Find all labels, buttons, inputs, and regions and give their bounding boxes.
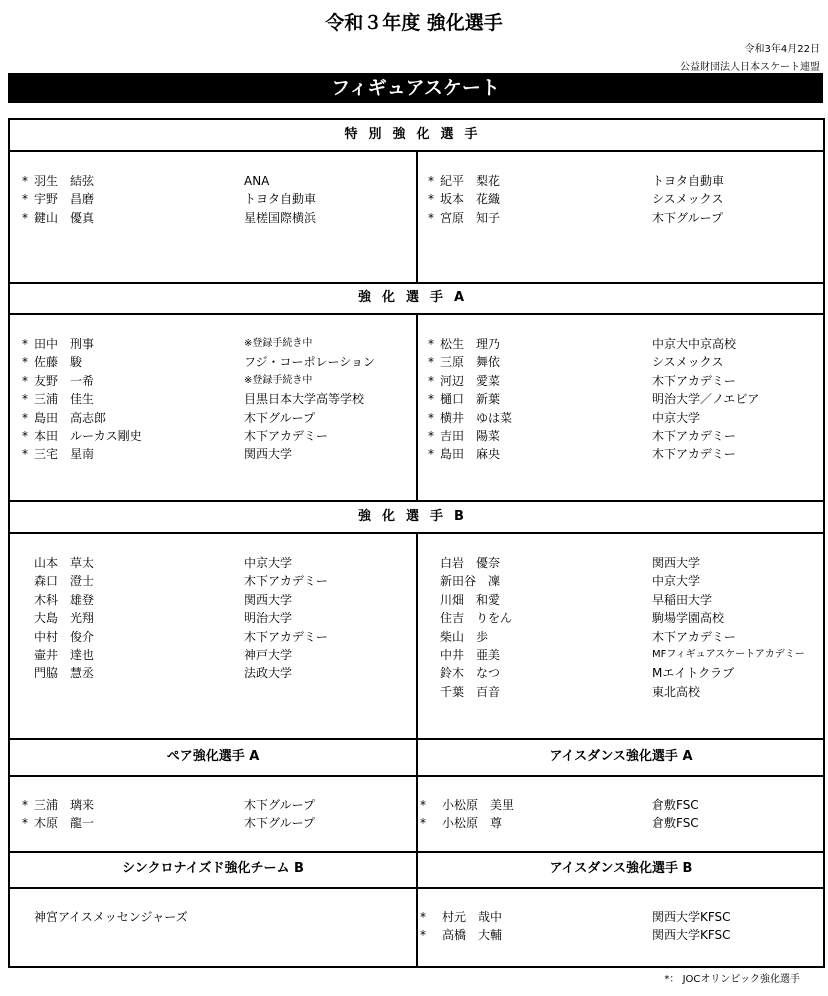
athlete-affiliation: 木下アカデミー (652, 428, 736, 443)
athlete-row (428, 372, 818, 390)
olympic-marker: * (428, 447, 434, 462)
athlete-row (22, 335, 412, 353)
athlete-name: 木科 雄登 (34, 592, 95, 607)
b-right-list (428, 554, 823, 701)
athlete-name: 樋口 新葉 (440, 392, 501, 407)
athlete-row (428, 445, 818, 463)
athlete-name: 三浦 璃来 (34, 798, 95, 812)
athlete-affiliation: ※登録手続き中 (244, 338, 313, 349)
olympic-marker: * (428, 210, 434, 225)
a-right-list (428, 335, 818, 464)
athlete-row (420, 796, 818, 814)
athlete-row (22, 628, 412, 646)
athlete-affiliation: 倉敷FSC (652, 816, 699, 831)
athlete-affiliation: 明治大学／ノエビア (652, 392, 760, 407)
olympic-marker: * (428, 428, 434, 443)
athlete-row (22, 445, 412, 463)
athlete-name: 山本 草太 (34, 556, 95, 570)
section-title-dance-a: アイスダンス強化選手 A (549, 749, 693, 764)
athlete-name: 三浦 佳生 (34, 392, 95, 407)
athlete-row (22, 591, 412, 609)
section-title-pair-a: ペア強化選手 A (166, 749, 260, 764)
athlete-affiliation: 木下アカデミー (244, 428, 328, 443)
athlete-name: 中井 亜美 (440, 647, 501, 662)
athlete-affiliation: 関西大学 (244, 447, 293, 462)
athlete-affiliation: 倉敷FSC (652, 798, 699, 812)
athlete-name: 小松原 尊 (442, 816, 503, 831)
athlete-affiliation: 中京大学 (652, 574, 701, 589)
section-title-b: 強化選手B (358, 509, 475, 524)
olympic-marker: * (22, 428, 28, 443)
athlete-table (8, 118, 825, 968)
athlete-affiliation: 関西大学 (244, 592, 293, 607)
athlete-name: 松生 理乃 (440, 337, 501, 351)
pair-a-list (22, 796, 412, 833)
special-right-list (428, 172, 818, 227)
page-title: 令和３年度 強化選手 (325, 12, 503, 34)
athlete-name: 川畑 和愛 (440, 592, 501, 607)
athlete-row (22, 190, 412, 208)
athlete-name: 羽生 結弦 (34, 174, 95, 188)
olympic-marker: * (22, 816, 28, 831)
athlete-name: 宇野 昌磨 (34, 192, 95, 207)
athlete-affiliation: 木下アカデミー (652, 629, 736, 644)
olympic-marker: * (22, 210, 28, 225)
athlete-row (22, 409, 412, 427)
olympic-marker: * (428, 192, 434, 207)
section-title-dance-b: アイスダンス強化選手 B (549, 861, 693, 876)
athlete-affiliation: 明治大学 (244, 611, 293, 626)
olympic-marker: * (22, 410, 28, 425)
athlete-row (22, 664, 412, 682)
athlete-affiliation: フジ・コーポレーション (244, 355, 376, 370)
athlete-row (22, 796, 412, 814)
olympic-marker: * (420, 816, 426, 831)
athlete-affiliation: 関西大学KFSC (652, 928, 731, 943)
athlete-affiliation: 木下グループ (244, 816, 316, 831)
athlete-row (22, 353, 412, 371)
athlete-name: 友野 一希 (34, 373, 95, 388)
olympic-marker: * (420, 910, 426, 924)
athlete-row (428, 409, 818, 427)
athlete-name: 坂本 花織 (440, 192, 501, 207)
athlete-affiliation: 駒場学園高校 (652, 611, 725, 626)
olympic-marker: * (22, 373, 28, 388)
olympic-marker: * (428, 373, 434, 388)
athlete-name: 田中 刑事 (34, 337, 95, 351)
athlete-row (420, 926, 818, 944)
olympic-marker: * (428, 337, 434, 351)
athlete-affiliation: 早稲田大学 (652, 592, 713, 607)
olympic-marker: * (22, 174, 28, 188)
athlete-affiliation: 法政大学 (244, 666, 293, 681)
athlete-affiliation: ※登録手続き中 (244, 374, 313, 386)
olympic-marker: * (22, 192, 28, 207)
athlete-name: 島田 麻央 (440, 447, 501, 462)
athlete-affiliation: 木下グループ (652, 210, 724, 225)
section-title-special: 特別強化選手 (344, 127, 489, 142)
athlete-name: 鍵山 優真 (34, 210, 95, 225)
athlete-name: 宮原 知子 (440, 210, 501, 225)
athlete-row (22, 427, 412, 445)
athlete-affiliation: 木下グループ (244, 410, 316, 425)
athlete-name: 柴山 歩 (440, 629, 489, 644)
column-divider (416, 152, 418, 282)
athlete-name: 門脇 慧丞 (34, 666, 95, 681)
athlete-row (428, 390, 818, 408)
athlete-affiliation: 星槎国際横浜 (244, 210, 317, 225)
athlete-row (428, 190, 818, 208)
athlete-affiliation: 木下アカデミー (244, 629, 328, 644)
athlete-name: 壷井 達也 (34, 647, 95, 662)
athlete-affiliation: 中京大学 (244, 556, 293, 570)
athlete-affiliation: 木下グループ (244, 798, 316, 812)
athlete-name: 紀平 梨花 (440, 174, 501, 188)
athlete-affiliation: 中京大中京高校 (652, 337, 737, 351)
athlete-row (22, 814, 412, 832)
athlete-affiliation: MFフィギュアスケートアカデミー (652, 648, 805, 660)
athlete-row (428, 353, 818, 371)
athlete-row (428, 591, 823, 609)
olympic-marker: * (428, 174, 434, 188)
dance-a-list (420, 796, 818, 833)
athlete-affiliation: 関西大学 (652, 556, 701, 570)
synchro-team-name: 神宮アイスメッセンジャーズ (34, 910, 188, 924)
a-left-list (22, 335, 412, 464)
athlete-affiliation: 木下アカデミー (652, 447, 736, 462)
athlete-name: 住吉 りをん (440, 611, 513, 626)
olympic-marker: * (22, 355, 28, 370)
olympic-marker: * (428, 355, 434, 370)
athlete-row (420, 814, 818, 832)
athlete-name: 千葉 百音 (440, 684, 501, 699)
athlete-affiliation: 関西大学KFSC (652, 910, 731, 924)
olympic-marker: * (22, 447, 28, 462)
athlete-name: 大島 光翔 (34, 611, 95, 626)
athlete-affiliation: 木下アカデミー (652, 373, 736, 388)
athlete-name: 森口 澄士 (34, 574, 95, 589)
issue-date: 令和3年4月22日 (744, 44, 820, 55)
athlete-row (428, 609, 823, 627)
athlete-row (428, 427, 818, 445)
organization-name: 公益財団法人日本スケート連盟 (680, 62, 820, 73)
athlete-name: 木原 龍一 (34, 816, 95, 831)
athlete-row (22, 209, 412, 227)
athlete-row (428, 572, 823, 590)
olympic-marker: * (428, 392, 434, 407)
athlete-name: 佐藤 駿 (34, 355, 83, 370)
section-title-synchro-b: シンクロナイズド強化チーム B (122, 861, 304, 876)
athlete-row (428, 172, 818, 190)
athlete-row (420, 908, 818, 926)
b-left-list (22, 554, 412, 683)
athlete-row (428, 335, 818, 353)
athlete-affiliation: 木下アカデミー (244, 574, 328, 589)
athlete-name: 三原 舞依 (440, 355, 501, 370)
athlete-name: 三宅 星南 (34, 447, 95, 462)
athlete-row (22, 609, 412, 627)
athlete-name: 白岩 優奈 (440, 556, 501, 570)
athlete-row (428, 646, 823, 664)
athlete-name: 河辺 愛菜 (440, 373, 501, 388)
athlete-affiliation: 目黒日本大学高等学校 (244, 392, 365, 407)
athlete-affiliation: 東北高校 (652, 684, 701, 699)
athlete-row (22, 372, 412, 390)
athlete-affiliation: 神戸大学 (244, 647, 293, 662)
athlete-name: 小松原 美里 (442, 798, 515, 812)
dance-b-list (420, 908, 818, 945)
athlete-row (428, 209, 818, 227)
athlete-row (22, 646, 412, 664)
olympic-marker: * (420, 798, 426, 812)
footnote: *： JOCオリンピック強化選手 (664, 974, 800, 985)
athlete-name: 横井 ゆは菜 (440, 410, 513, 425)
section-title-a: 強化選手A (357, 290, 476, 305)
athlete-affiliation: トヨタ自動車 (244, 192, 317, 207)
athlete-row (22, 554, 412, 572)
athlete-name: 島田 高志郎 (34, 410, 107, 425)
athlete-row (22, 172, 412, 190)
olympic-marker: * (420, 928, 426, 943)
athlete-name: 本田 ルーカス剛史 (34, 428, 142, 443)
athlete-row (428, 628, 823, 646)
athlete-row (428, 683, 823, 701)
column-divider (416, 315, 418, 500)
athlete-affiliation: ANA (244, 174, 270, 188)
athlete-name: 吉田 陽菜 (440, 428, 501, 443)
olympic-marker: * (22, 798, 28, 812)
olympic-marker: * (22, 392, 28, 407)
athlete-row (428, 554, 823, 572)
athlete-name: 鈴木 なつ (440, 666, 501, 681)
olympic-marker: * (428, 410, 434, 425)
athlete-affiliation: Mエイトクラブ (652, 666, 735, 681)
athlete-affiliation: トヨタ自動車 (652, 174, 725, 188)
athlete-affiliation: シスメックス (652, 192, 724, 207)
discipline-banner: フィギュアスケート (8, 73, 823, 103)
athlete-name: 高橋 大輔 (442, 928, 503, 943)
special-left-list (22, 172, 412, 227)
athlete-name: 中村 俊介 (34, 629, 95, 644)
olympic-marker: * (22, 337, 28, 351)
athlete-row (428, 664, 823, 682)
athlete-name: 新田谷 凜 (440, 574, 501, 589)
athlete-name: 村元 哉中 (442, 910, 503, 924)
athlete-affiliation: 中京大学 (652, 410, 701, 425)
athlete-row (22, 390, 412, 408)
athlete-affiliation: シスメックス (652, 355, 724, 370)
athlete-row (22, 572, 412, 590)
